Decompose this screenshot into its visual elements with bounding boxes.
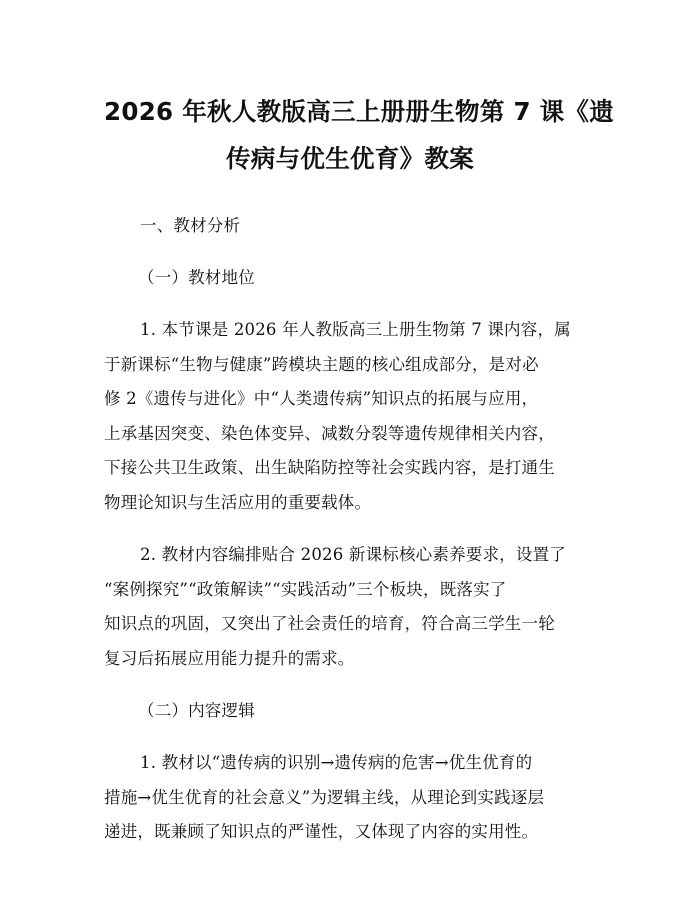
subsection-heading-content-logic: （二）内容逻辑 [138, 701, 255, 720]
paragraph-textbook-position-1 [104, 313, 596, 520]
paragraph-line: 修 2《遗传与进化》中“人类遗传病”知识点的拓展与应用， [104, 389, 539, 408]
paragraph-textbook-position-2 [104, 538, 596, 676]
paragraph-content-logic-1 [104, 746, 596, 850]
paragraph-line: 1. 教材以“遗传病的识别→遗传病的危害→优生优育的 [140, 753, 533, 772]
document-body [104, 209, 596, 850]
paragraph-line: 于新课标“生物与健康”跨模块主题的核心组成部分，是对必 [104, 354, 539, 374]
paragraph-line: 下接公共卫生政策、出生缺陷防控等社会实践内容，是打通生 [104, 458, 555, 477]
paragraph-line: 1. 本节课是 2026 年人教版高三上册生物第 7 课内容，属 [140, 320, 571, 339]
subsection-heading-textbook-position: （一）教材地位 [138, 268, 255, 287]
paragraph-line: 2. 教材内容编排贴合 2026 新课标核心素养要求，设置了 [140, 545, 566, 564]
paragraph-line: 复习后拓展应用能力提升的需求。 [104, 648, 355, 668]
paragraph-line: 知识点的巩固，又突出了社会责任的培育，符合高三学生一轮 [104, 614, 555, 633]
paragraph-line: 物理论知识与生活应用的重要载体。 [104, 492, 372, 512]
section-heading-textbook-analysis: 一、教材分析 [140, 216, 241, 235]
title-line-1: 2026 年秋人教版高三上册册生物第 7 课《遗 [104, 97, 615, 126]
paragraph-line: 措施→优生优育的社会意义”为逻辑主线，从理论到实践逐层 [104, 787, 545, 807]
title-line-2: 传病与优生优育》教案 [226, 144, 474, 173]
paragraph-line: “案例探究”“政策解读”“实践活动”三个板块，既落实了 [104, 579, 507, 599]
paragraph-line: 递进，既兼顾了知识点的严谨性，又体现了内容的实用性。 [104, 822, 539, 841]
document-title [104, 88, 615, 182]
paragraph-line: 上承基因突变、染色体变异、减数分裂等遗传规律相关内容， [104, 423, 555, 443]
